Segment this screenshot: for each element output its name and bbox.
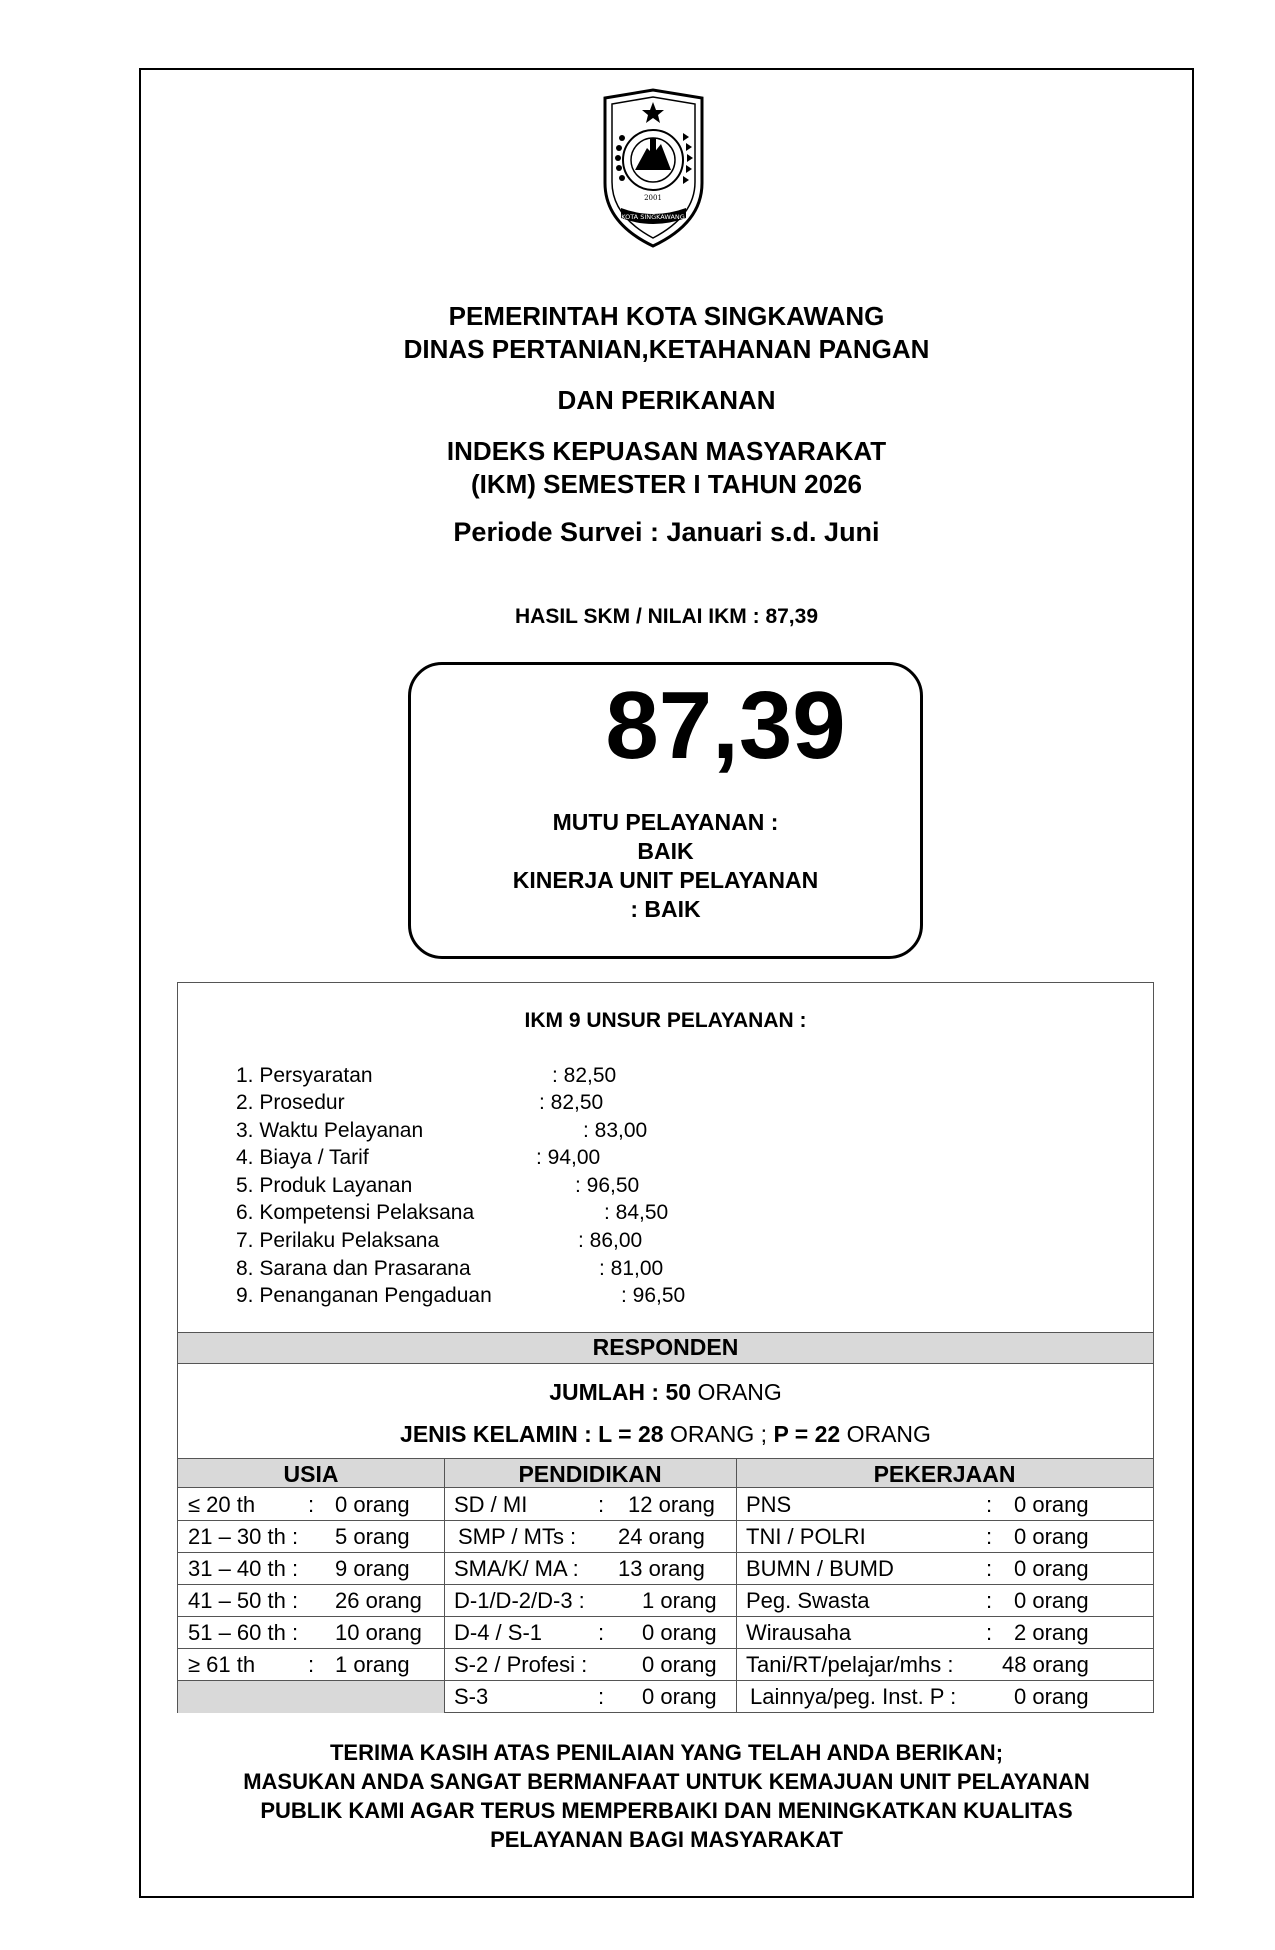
usia-value: 1 orang [335, 1652, 410, 1677]
unsur-item-value: : 81,00 [599, 1257, 664, 1280]
responden-heading: RESPONDEN [178, 1332, 1153, 1364]
gender-mid-text: ORANG ; [663, 1421, 774, 1447]
usia-label: ≥ 61 th [188, 1652, 256, 1677]
city-emblem-logo [595, 88, 712, 248]
pendidikan-label: S-3 [454, 1684, 489, 1709]
pekerjaan-label: Wirausaha [746, 1620, 852, 1645]
respondent-total-label: JUMLAH : 50 [549, 1379, 692, 1405]
pendidikan-value: 0 orang [642, 1620, 717, 1645]
usia-sep: : [308, 1652, 315, 1677]
pendidikan-value: 0 orang [642, 1684, 717, 1709]
empty-shaded-cell [178, 1681, 444, 1713]
closing-line-3: PUBLIK KAMI AGAR TERUS MEMPERBAIKI DAN MENINGKATKAN KUALITAS [260, 1798, 1073, 1823]
unsur-item-label: 9. Penanganan Pengaduan [236, 1284, 492, 1307]
pekerjaan-sep: : [986, 1492, 993, 1517]
pendidikan-sep: : [598, 1684, 605, 1709]
gender-male-label: JENIS KELAMIN : L = 28 [400, 1421, 664, 1447]
ikm-details-table [177, 982, 1154, 1713]
pekerjaan-sep: : [986, 1556, 993, 1581]
respondent-gender [178, 1421, 1153, 1448]
pendidikan-label: SMA/K/ MA : [454, 1556, 579, 1581]
pendidikan-label: SD / MI [454, 1492, 528, 1517]
header-line-4: INDEKS KEPUASAN MASYARAKAT [446, 436, 887, 466]
unsur-item-label: 2. Prosedur [236, 1091, 345, 1114]
gender-unit: ORANG [840, 1421, 931, 1447]
pendidikan-sep: : [598, 1492, 605, 1517]
unsur-item-value: : 82,50 [552, 1064, 617, 1087]
pekerjaan-label: BUMN / BUMD [746, 1556, 894, 1581]
gender-female-label: P = 22 [773, 1421, 841, 1447]
pekerjaan-value: 0 orang [1014, 1556, 1089, 1581]
usia-label: 31 – 40 th : [188, 1556, 299, 1581]
pekerjaan-value: 48 orang [1002, 1652, 1089, 1677]
unsur-item-value: : 82,50 [539, 1091, 604, 1114]
respondent-total-unit: ORANG [691, 1379, 782, 1405]
pendidikan-label: S-2 / Profesi : [454, 1652, 588, 1677]
header-line-1: PEMERINTAH KOTA SINGKAWANG [448, 301, 885, 331]
pendidikan-value: 13 orang [618, 1556, 705, 1581]
performance-label: KINERJA UNIT PELAYANAN [512, 867, 819, 893]
quality-label: MUTU PELAYANAN : [552, 809, 779, 835]
usia-value: 26 orang [335, 1588, 422, 1613]
pekerjaan-label: Peg. Swasta [746, 1588, 870, 1613]
pekerjaan-value: 0 orang [1014, 1684, 1089, 1709]
pendidikan-sep: : [598, 1620, 605, 1645]
usia-sep: : [308, 1492, 315, 1517]
respondent-total [178, 1379, 1153, 1406]
survey-period: Periode Survei : Januari s.d. Juni [453, 517, 880, 547]
pekerjaan-label: Tani/RT/pelajar/mhs : [746, 1652, 954, 1677]
score-box [408, 662, 923, 959]
pekerjaan-value: 0 orang [1014, 1492, 1089, 1517]
pekerjaan-label: TNI / POLRI [746, 1524, 866, 1549]
unsur-item-value: : 83,00 [583, 1119, 648, 1142]
unsur-item-value: : 86,00 [578, 1229, 643, 1252]
unsur-item-label: 7. Perilaku Pelaksana [236, 1229, 440, 1252]
pekerjaan-value: 2 orang [1014, 1620, 1089, 1645]
closing-line-2: MASUKAN ANDA SANGAT BERMANFAAT UNTUK KEMAJUAN UNIT PELAYANAN [243, 1769, 1090, 1794]
unsur-item-value: : 84,50 [604, 1201, 669, 1224]
closing-message [141, 1738, 1192, 1854]
pendidikan-value: 0 orang [642, 1652, 717, 1677]
pekerjaan-value: 0 orang [1014, 1524, 1089, 1549]
logo-banner-text: KOTA SINGKAWANG [621, 213, 685, 221]
usia-value: 10 orang [335, 1620, 422, 1645]
unsur-item-value: : 96,50 [575, 1174, 640, 1197]
usia-value: 5 orang [335, 1524, 410, 1549]
closing-line-1: TERIMA KASIH ATAS PENILAIAN YANG TELAH ANDA BERIKAN; [329, 1740, 1004, 1765]
column-divider [444, 1458, 445, 1713]
usia-value: 0 orang [335, 1492, 410, 1517]
pendidikan-label: D-1/D-2/D-3 : [454, 1588, 585, 1613]
closing-line-4: PELAYANAN BAGI MASYARAKAT [490, 1827, 843, 1852]
unsur-item-value: : 94,00 [536, 1146, 601, 1169]
usia-label: 41 – 50 th : [188, 1588, 299, 1613]
usia-label: ≤ 20 th [188, 1492, 256, 1517]
header-line-2: DINAS PERTANIAN,KETAHANAN PANGAN [403, 334, 930, 364]
pendidikan-value: 24 orang [618, 1524, 705, 1549]
pekerjaan-sep: : [986, 1524, 993, 1549]
unsur-item-label: 4. Biaya / Tarif [236, 1146, 369, 1169]
unsur-item-label: 5. Produk Layanan [236, 1174, 413, 1197]
pekerjaan-sep: : [986, 1588, 993, 1613]
pendidikan-value: 12 orang [628, 1492, 715, 1517]
pendidikan-label: D-4 / S-1 [454, 1620, 543, 1645]
pekerjaan-value: 0 orang [1014, 1588, 1089, 1613]
performance-value: : BAIK [630, 896, 701, 922]
column-header-usia: USIA [178, 1458, 444, 1488]
unsur-item-label: 3. Waktu Pelayanan [236, 1119, 424, 1142]
quality-value: BAIK [637, 838, 694, 864]
pendidikan-value: 1 orang [642, 1588, 717, 1613]
unsur-item-value: : 96,50 [621, 1284, 686, 1307]
column-divider [736, 1458, 737, 1713]
pekerjaan-label: Lainnya/peg. Inst. P : [750, 1684, 957, 1709]
pendidikan-label: SMP / MTs : [458, 1524, 577, 1549]
column-header-pendidikan: PENDIDIKAN [444, 1458, 736, 1488]
unsur-item-label: 6. Kompetensi Pelaksana [236, 1201, 475, 1224]
usia-value: 9 orang [335, 1556, 410, 1581]
header-line-3: DAN PERIKANAN [557, 385, 776, 415]
document-frame [139, 68, 1194, 1898]
usia-label: 51 – 60 th : [188, 1620, 299, 1645]
unsur-title: IKM 9 UNSUR PELAYANAN : [524, 1009, 807, 1032]
score-value: 87,39 [605, 672, 846, 779]
pekerjaan-sep: : [986, 1620, 993, 1645]
pekerjaan-label: PNS [746, 1492, 792, 1517]
unsur-item-label: 8. Sarana dan Prasarana [236, 1257, 471, 1280]
column-header-pekerjaan: PEKERJAAN [736, 1458, 1153, 1488]
usia-label: 21 – 30 th : [188, 1524, 299, 1549]
logo-year-text: 2001 [644, 194, 662, 202]
header-line-5: (IKM) SEMESTER I TAHUN 2026 [470, 469, 862, 499]
unsur-item-label: 1. Persyaratan [236, 1064, 373, 1087]
result-heading: HASIL SKM / NILAI IKM : 87,39 [515, 605, 818, 628]
